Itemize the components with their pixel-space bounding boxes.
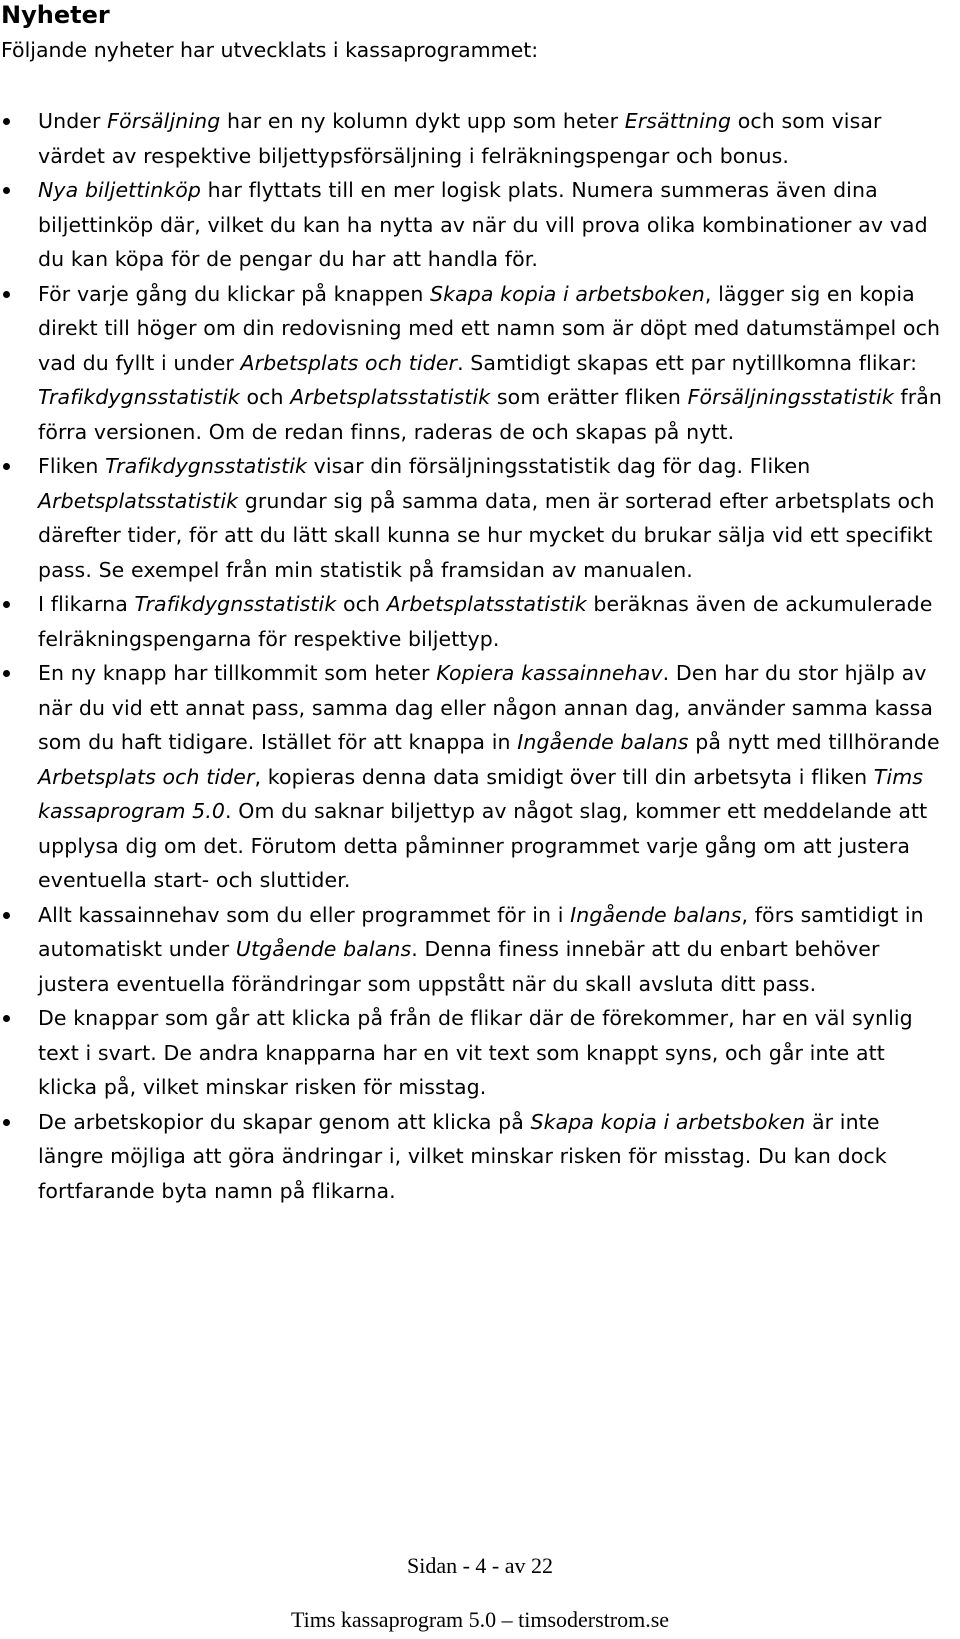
emphasis-text: Skapa kopia i arbetsboken bbox=[430, 281, 705, 306]
emphasis-text: Utgående balans bbox=[235, 937, 412, 961]
list-item-text bbox=[38, 656, 950, 898]
body-text: , förs samtidigt in automatiskt under bbox=[38, 902, 924, 961]
list-item bbox=[0, 898, 960, 1002]
list-item bbox=[0, 449, 960, 587]
emphasis-text: Trafikdygnsstatistik bbox=[134, 592, 337, 616]
list-item bbox=[0, 656, 960, 898]
emphasis-text: Försäljningsstatistik bbox=[687, 385, 894, 409]
emphasis-text: Kopiera kassainnehav bbox=[436, 661, 663, 685]
list-item-text bbox=[38, 1105, 950, 1209]
body-text: För varje gång du klickar på knappen bbox=[38, 281, 431, 306]
list-item-text bbox=[38, 277, 950, 450]
list-item bbox=[0, 104, 960, 173]
body-text: har flyttats till en mer logisk plats. Numera summeras även dina biljettinköp där, vilket du kan ha nytta av när du vill prova olika kombinationer av vad du kan köpa för de pengar du har att handla för. bbox=[38, 178, 928, 271]
list-item bbox=[0, 587, 960, 656]
body-text: och som visar värdet av respektive biljettypsförsäljning i felräkningspengar och bonus. bbox=[38, 109, 882, 168]
body-text: har en ny kolumn dykt upp som heter bbox=[220, 109, 625, 133]
emphasis-text: Arbetsplatsstatistik bbox=[386, 592, 587, 616]
body-text: De arbetskopior du skapar genom att klicka på bbox=[38, 1109, 531, 1134]
body-text: Fliken bbox=[38, 454, 106, 478]
list-item-text bbox=[38, 587, 950, 656]
body-text: som erätter fliken bbox=[490, 385, 688, 409]
list-item-text bbox=[38, 1001, 950, 1105]
emphasis-text: Skapa kopia i arbetsboken bbox=[530, 1109, 806, 1134]
page-title: Nyheter bbox=[1, 1, 110, 29]
list-item bbox=[0, 173, 960, 277]
emphasis-text: Arbetsplatsstatistik bbox=[290, 385, 491, 409]
list-item-text bbox=[38, 173, 950, 277]
emphasis-text: Ingående balans bbox=[570, 902, 742, 927]
body-text: från förra versionen. Om de redan finns, raderas de och skapas på nytt. bbox=[38, 385, 943, 444]
body-text: , kopieras denna data smidigt över till din arbetsyta i fliken bbox=[254, 764, 874, 789]
footer-site: Tims kassaprogram 5.0 – timsoderstrom.se bbox=[290, 1607, 670, 1632]
body-text: beräknas även de ackumulerade felräkningspengarna för respektive biljettyp. bbox=[38, 592, 933, 651]
emphasis-text: Arbetsplats och tider bbox=[38, 764, 255, 789]
emphasis-text: Ersättning bbox=[624, 109, 732, 133]
emphasis-text: Arbetsplatsstatistik bbox=[38, 488, 239, 513]
list-item-text bbox=[38, 104, 950, 173]
list-item-text bbox=[38, 898, 950, 1002]
body-text: är inte längre möjliga att göra ändringar i, vilket minskar risken för misstag. Du kan dock fortfarande byta namn på flikarna. bbox=[38, 1109, 887, 1203]
body-text: Allt kassainnehav som du eller programmet för in i bbox=[38, 902, 571, 927]
list-item-text bbox=[38, 449, 950, 587]
body-text: . Om du saknar biljettyp av något slag, kommer ett meddelande att upplysa dig om det. Förutom detta påminner programmet varje gång om att justera eventuella start- och sluttider. bbox=[38, 799, 928, 892]
body-text: Under bbox=[38, 109, 108, 133]
emphasis-text: Arbetsplats och tider bbox=[240, 350, 458, 375]
body-text: En ny knapp har tillkommit som heter bbox=[38, 661, 437, 685]
body-text: . Samtidigt skapas ett par nytillkomna flikar: bbox=[457, 350, 918, 375]
list-item bbox=[0, 277, 960, 450]
body-text: . Denna finess innebär att du enbart behöver justera eventuella förändringar som uppstått när du skall avsluta ditt pass. bbox=[38, 937, 880, 996]
body-text: på nytt med tillhörande bbox=[688, 730, 940, 754]
body-text: De knappar som går att klicka på från de flikar där de förekommer, har en väl synlig text i svart. De andra knapparna har en vit text som knappt syns, och går inte att klicka på, vilket minskar risken för misstag. bbox=[38, 1006, 913, 1099]
body-text: och bbox=[239, 385, 291, 409]
footer-page-number: Sidan - 4 - av 22 bbox=[406, 1553, 554, 1578]
body-text: , lägger sig en kopia direkt till höger om din redovisning med ett namn som är döpt med datumstämpel och vad du fyllt i under bbox=[38, 281, 941, 375]
emphasis-text: Trafikdygnsstatistik bbox=[105, 454, 307, 478]
body-text: visar din försäljningsstatistik dag för dag. Fliken bbox=[307, 454, 811, 478]
emphasis-text: Trafikdygnsstatistik bbox=[38, 385, 240, 409]
intro-text: Följande nyheter har utvecklats i kassaprogrammet: bbox=[1, 38, 539, 62]
news-list bbox=[0, 104, 960, 1208]
body-text: och bbox=[336, 592, 387, 616]
emphasis-text: Tims kassaprogram 5.0 bbox=[38, 764, 924, 823]
body-text: grundar sig på samma data, men är sorterad efter arbetsplats och därefter tider, för att du lätt skall kunna se hur mycket du brukar sälja vid ett specifikt pass. Se exempel från min statistik på framsidan av manualen. bbox=[38, 488, 935, 582]
emphasis-text: Nya biljettinköp bbox=[38, 178, 202, 202]
body-text: I flikarna bbox=[38, 592, 135, 616]
emphasis-text: Försäljning bbox=[107, 109, 221, 133]
list-item bbox=[0, 1105, 960, 1209]
body-text: . Den har du stor hjälp av när du vid ett annat pass, samma dag eller någon annan dag, använder samma kassa som du haft tidigare. Istället för att knappa in bbox=[38, 661, 934, 754]
emphasis-text: Ingående balans bbox=[517, 730, 689, 754]
list-item bbox=[0, 1001, 960, 1105]
